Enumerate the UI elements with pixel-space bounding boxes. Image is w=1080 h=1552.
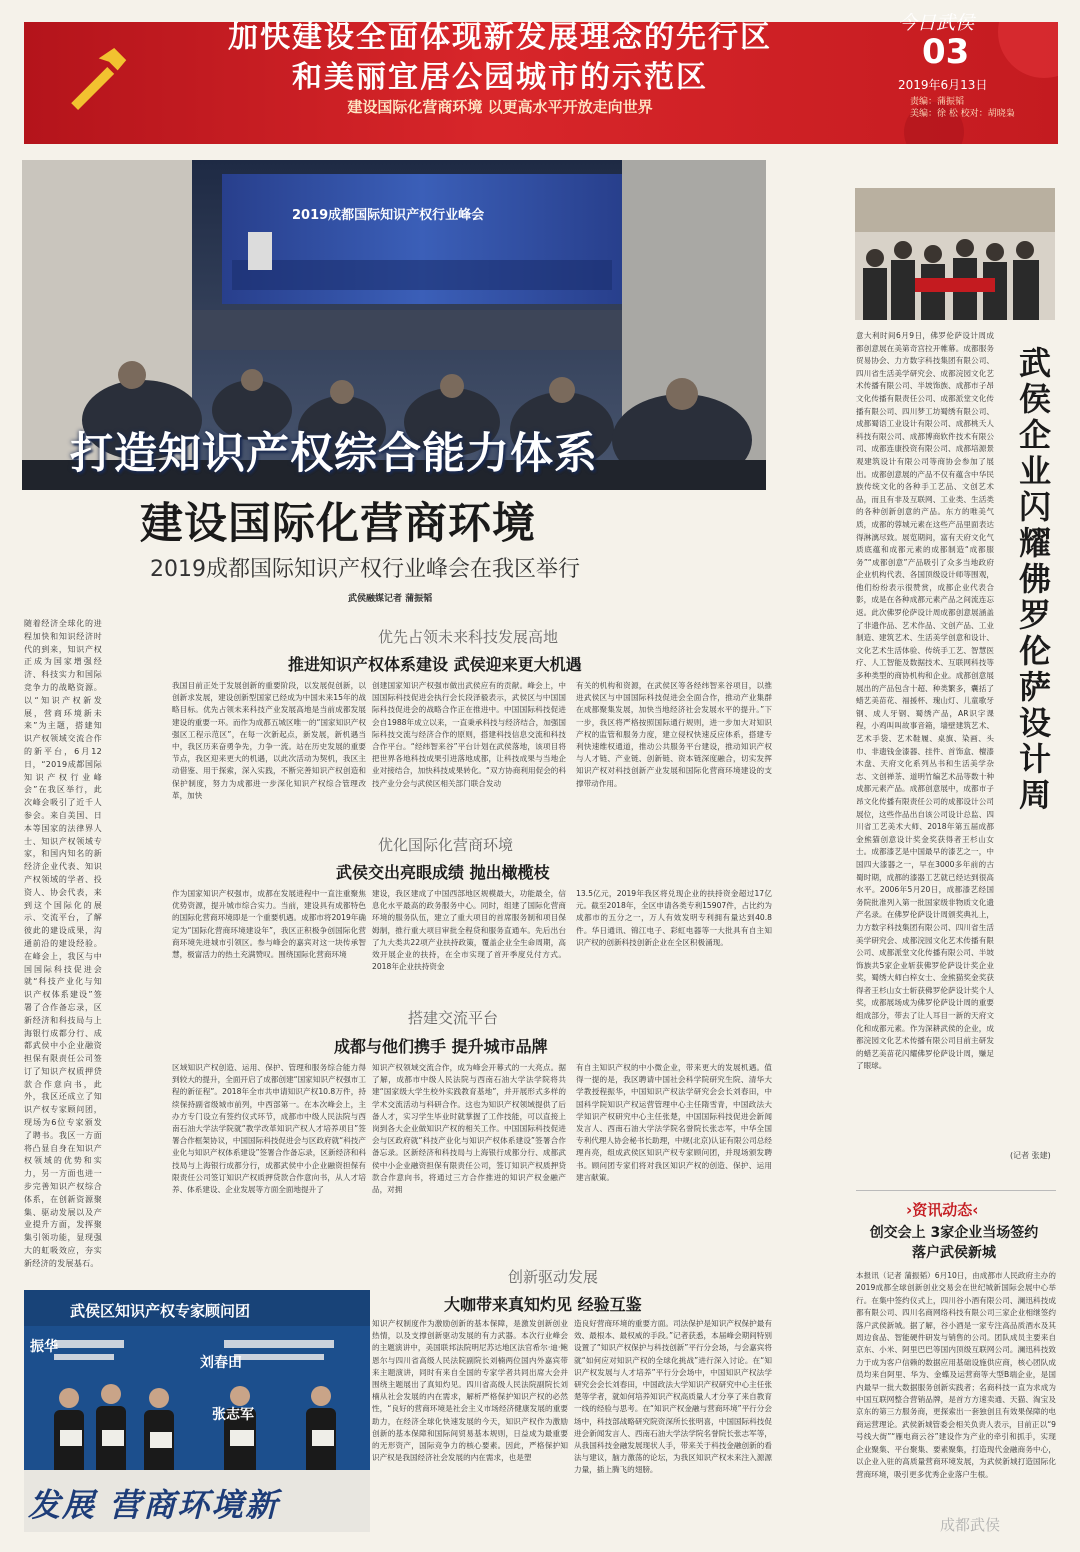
news-brief-body: 本报讯（记者 蒲振韬）6月10日，由成都市人民政府主办的2019成都全球创新创业交易会在世纪城新国际会展中心举行。在集中签约仪式上，四川谷小酒有限公司、澜迅科技成都有限公司、四川名商网络科技有限公司三家企业相继签约落户武侯新城。据了解，谷小酒是一家专注高品质酒水及其周边食品、智能硬件研发与销售的公司。团队成员主要来自京东、小米、阿里巴巴等国内顶级互联网公司。澜迅科技致力于成为客户信赖的数据应用基础设施供应商，核心团队成员均来自阿里、华为、金蝶及运营商等大型B端企业，是国内最早一批大数据服务创新实践者；名商科技一直为求成为中国互联网整合营销品牌，是首方方速卖通、天猫、淘宝及京东的第三方服务商，更探索出一套独创且有效果保障的电商运营理论。武侯新城管委会相关负责人表示，目前正以“9号线大街”“雁电商云谷”建设作为产业的牵引和抓手，实现企业聚集、平台聚集、要素聚集，打造现代金融商务中心，以企业入驻的高质量营商环境发展，为武侯新城打造国际化营商环境，吸引更多优秀企业落户生根。 (856, 1271, 1056, 1479)
lead-column: 随着经济全球化的进程加快和知识经济时代的到来，知识产权正成为国家增强经济、科技实力和国际竞争力的战略资源。以“知识产权新发展，营商环境新未来”为主题，搭建知识产权领域交流合作的新平台，6月12日，“2019成都国际知识产权行业峰会”在我区举行，此次峰会吸引了近千人参会。来自美国、日本等国家的法律界人士、知识产权领域专家，和国内知名的新经济企业代表、知识产权领域的学者、投资人、协会代表，来到这个国际化的展示、交流平台，了解彼此的建设成果，沟通前沿的建设经验。在峰会上，我区与中国国际科技促进会就“科技产业化与知识产权体系建设”签署了合作备忘录，区新经济和科技局与上海银行成都分行、成都武侯中小企业融资担保有限责任公司签订了知识产权质押贷款合作意向书，此外，我区还成立了知识产权专家顾问团，现场为6位专家颁发了聘书。我区一方面将凸显自身在知识产权领域的优势和实力，另一方面也进一步完善知识产权综合体系，在创新资源聚集、驱动发展以及产业提升方面，发挥聚集引领功能，显现强大的虹吸效应，夯实新经济的发展基石。 (24, 619, 102, 1268)
section3-heading: 成都与他们携手 提升城市品牌 (334, 1037, 548, 1056)
byline: 武侯融媒记者 蒲振韬 (348, 594, 433, 604)
designer-credit: 美编：徐 松 校对：胡晓枭 (910, 109, 1015, 119)
expert-name-2: 刘春田 (200, 1355, 242, 1371)
right-story-reporter: (记者 张建) (1010, 1151, 1051, 1160)
right-story-headline: 武侯企业闪耀佛罗伦萨设计周 (1014, 346, 1052, 814)
paper-name: 今日武侯 (898, 12, 975, 34)
publication-date: 2019年6月13日 (898, 78, 988, 92)
divider (856, 1190, 1056, 1191)
page-number: 03 (922, 32, 970, 72)
masthead-title-line2: 和美丽宜居公园城市的示范区 (292, 60, 708, 95)
chevron-right-icon: › (906, 1201, 913, 1219)
section4-kicker: 创新驱动发展 (508, 1268, 599, 1286)
florence-design-week-photo (855, 188, 1055, 320)
headline-line1: 打造知识产权综合能力体系 (70, 429, 598, 479)
section3-col1: 区域知识产权创造、运用、保护、管理和服务综合能力得到较大的提升，全面开启了成都创建“国家知识产权强市工程的新征程”。2018年全市共申请知识产权10.8万件，持续保持副省级城市前列，中西部第一。在本次峰会上，主办方专门设立有签约仪式环节，成都市中级人民法院与西南石油大学法学院就“教学改革知识产权人才培养项目”签署合作框架协议，中国国际科技促进会与区政府就“科技产业化与知识产权体系建设”签署合作备忘录，区新经济和科技局与上海银行成都分行，成都武侯中小企业融资担保有限责任公司签订知识产权质押贷款合作意向书，从人才培养、体系建设、企业发展等方面全面地提升了 (172, 1063, 366, 1195)
section3-col3: 有自主知识产权的中小微企业，带来更大的发展机遇。值得一提的是，我区聘请中国社会科学院研究生院、清华大学教授程振华，中国知识产权法学研究会会长刘春田，中国科学院知识产权运营管理中心主任隋雪青，中国政法大学知识产权研究中心主任张楚，中国国际科技促进会新闻发言人、西南石油大学法学院名誉院长张志军，中华全国专利代理人协会秘书长助理，中规(北京)认证有限公司总经理肖亮，组成武侯区知识产权专家顾问团，并现场颁发聘书。顾问团专家们将对我区知识产权的创造、保护、运用建言献策。 (576, 1063, 772, 1182)
section2-col1: 作为国家知识产权强市，成都在发展进程中一直注重聚焦优势资源，提升城市综合实力。当前，建设具有成都特色的国际化营商环境即是一个重要机遇。成都市将2019年确定为“国际化营商环境建设年”，我区正积极争创国际化营商环境先进城市引领区。参与峰会的嘉宾对这一块传承智慧，极富活力的热土充满赞叹。围绕国际化营商环境 (172, 889, 366, 960)
florence-photo-image (855, 188, 1055, 320)
expert-name-3: 张志军 (212, 1407, 254, 1423)
section3-col2: 知识产权领域交流合作，成为峰会开幕式的一大亮点。据了解，成都市中级人民法院与西南石油大学法学院将共建“国家级大学生校外实践教育基地”，并开展形式多样的学术交流活动与科研合作。这也为知识产权领域提供了后备人才，实习学生毕业时就掌握了工作技能，可以直接上岗到各大企业做知识产权的相关工作。中国国际科技促进会与区政府就“科技产业化与知识产权体系建设”签署合作备忘录。区新经济和科技局与上海银行成都分行、成都武侯中小企业融资担保有限责任公司，签订知识产权质押贷款合作意向书，将通过三方合作推进的知识产权金融产品，对拥 (372, 1063, 566, 1195)
masthead-title-line1: 加快建设全面体现新发展理念的先行区 (228, 20, 772, 55)
section1-col3: 有关的机构和资源，在武侯区等各经纬智来谷项目，以推进武侯区与中国国际科技促进会全面合作，推动产业集群在成都聚集发展，加快当地经济社会发展水平的提升。”下一步，我区将严格按照国际通行规则，进一步加大对知识产权的监管和服务力度，建立侵权快速反应体系，搭建专利快速维权通道，推动公共服务平台建设，推动知识产权与人才链、产业链、创新链、资本链深度融合，切实发挥知识产权对科技创新产业发展和国际化营商环境建设的支撑带动作用。 (576, 681, 772, 788)
news-brief-headline-line2: 落户武侯新城 (912, 1245, 996, 1261)
party-emblem-icon (54, 36, 140, 122)
section2-heading: 武侯交出亮眼成绩 抛出橄榄枝 (336, 863, 550, 882)
expert-panel-title: 武侯区知识产权专家顾问团 (70, 1302, 251, 1320)
section2-col3: 13.5亿元，2019年我区将兑现企业的扶持资金超过17亿元。截至2018年，全区申请各类专利15907件，占比约为成都市的五分之一，万人有效发明专利拥有量达到40.8件。华日通讯、锦江电子、彩虹电器等一大批具有自主知识产权的创新科技创新企业在全区积极涌现。 (576, 889, 772, 947)
watermark: 成都武侯 (940, 1516, 1001, 1534)
section2-kicker: 优化国际化营商环境 (378, 836, 514, 854)
section1-col1: 我国目前正处于发展创新的重要阶段，以发展促创新，以创新求发展，建设创新型国家已经成为中国未来15年的战略目标。优先占领未来科技产业发展高地是当前成都发展建设的重要一环。而作为成都五城区唯一的“国家知识产权强区工程示范区”，在每一次新起点，新发展，新机遇当中，我区历来奋勇争先，力争一流。站在历史发展的重要节点，我区迎来更大的机遇，以此次活动为契机，我区主动借鉴、用于探索，深入实践，不断完善知识产权创造和保护制度，努力为成都进一步深化知识产权综合管理改革，加快 (172, 681, 366, 800)
news-brief-label-text: 资讯动态 (912, 1201, 973, 1219)
section4-col2: 造良好营商环境的重要方面。司法保护是知识产权保护最有效、最根本、最权威的手段。”记者获悉，本届峰会期间特别设置了“知识产权保护与科技创新”平行分会场，与会嘉宾将就“如何应对知识产权的全球化挑战”进行深入讨论。在“知识产权发展与人才培养”平行分会场中，中国知识产权法学研究会会长刘春田，中国政法大学知识产权研究中心主任张楚等学者，就如何培养知识产权高质量人才分享了来自教育一线的经验与思考。在“知识产权金融与营商环境”平行分会场中，科技部战略研究院资深所长张明喜，中国国际科技促进会新闻发言人、西南石油大学法学院名誉院长张志军等，从我国科技金融发展现状人手，带来关于科技金融创新的看法与建议，脑力激荡的论坛，为我区知识产权未来注入源源力量，插上腾飞的翅膀。 (574, 1319, 772, 1475)
expert-name-1: 振华 (30, 1339, 58, 1355)
masthead-subtitle: 建设国际化营商环境 以更高水平开放走向世界 (347, 98, 653, 116)
editor-credit: 责编：蒲振韬 (910, 97, 965, 107)
subheadline: 2019成都国际知识产权行业峰会在我区举行 (150, 557, 580, 582)
headline-line2: 建设国际化营商环境 (140, 499, 536, 549)
right-story-body: 意大利时间6月9日，佛罗伦萨设计周成都创意展在美第奇宫拉开帷幕。成都服务贸易协会、力方数字科技集团有限公司、四川省生活美学研究会、成都浣园文化艺术传播有限公司、半坡饰族、成都市子昂文化传播有限责任公司、成都派堂文化传播有限公司、四川梦工坊蜀绣有限公司、成都蜀语工业设计有限公司、成都桃夭人科技有限公司、成都博商软件技术有限公司、成都连康投资有限公司、成都培源景观建筑设计有限公司等商协会参加了展出。成都创意展的产品不仅有蕴含中华民族传统文化的各种手工艺品、文创艺术品，而且有非及互联网、工业类、生活类的各种创新创意的产品。东方的唯美气质，成都的蓉城元素在这些产品里面表达得淋漓尽致。展览期间，富有天府文化气质底蕴和成都元素的成都制造“成都服务”“成都创意”产品吸引了众多当地政府企业机构代表、各国顶级设计师等围观，他们纷纷表示很赞赏，成都企业代表合影，成是在各种成都元素产品之间流连忘返。此次佛罗伦萨设计周成都创意展涵盖了非遗作品、艺术作品、文创产品、工业制造、建筑艺术、生活美学创意和设计、文化艺术生活体验、传统手工艺、智慧医疗、人工智能及数据技术、互联网科技等多种类型的商协机构和企业。成都创意展展出的产品包含十超、种类繁多，囊括了蜡艺美苗花、福援杯、瑰山灯、儿童歌牙钢、成人牙钢、蜀绣产品，AR识字课程，小鸡叫叫故事音箱，墙壁建筑艺术、艺术手袋、艺术鞋履、桌旗、染画、头巾、非遗钱金漆器、挂件、首饰盒、檀漆木盘、天府文化系列丛书和生活美学杂志、文创禅茶、道明竹编艺术品等数十种成都元素产品。成都创意展中，成都市子昂文化传播有限责任公司的成都设计公司展位，这些作品出自该公司设计总监、四川省工艺美术大师、2018年第五届成都金熊猫创意设计奖金奖获得者王杉山女士。成都漆艺是中国最早的漆艺之一，中国四大漆器之一，早在3000多年前的古蜀时期，成都的漆器工艺就已经达到很高水平。2006年5月20日，成都漆艺经国务院批准列入第一批国家级非物质文化遗产名录。在佛罗伦萨设计周颁奖典礼上，力方数字科技集团有限公司、四川省生活美学研究会、成都浣园文化艺术传播有限公司、成都派堂文化传播有限公司、半坡饰族共5家企业斩获佛罗伦萨设计奖企业奖，蜀绣大师白梓女士、金熊猫奖金奖获得者王杉山女士斩获佛罗伦萨设计奖个人奖，成都展场成为佛罗伦萨设计周的重要组成部分，带去了让人耳目一新的天府文化和成都元素。作为深耕武侯的企业，成都浣园文化艺术传播有限公司目前主研发的蜡艺美苗花闪耀佛罗伦萨设计周，赚足了眼球。 (856, 331, 994, 1071)
section4-col1: 知识产权制度作为激励创新的基本保障，是激发创新创业热情，以及支撑创新驱动发展的有力武器。本次行业峰会的主题演讲中，美国联邦法院明尼苏达地区法官希尔·迪·鲍恩尔与四川省高级人民法院副院长刘楠两位国内外嘉宾带来主题演讲，同时有来自全国的专家学者共同出席大会并围绕主题展出了真知灼见。四川省高级人民法院副院长刘楠从社会发展的内在需求，解析严格保护知识产权的必然性，“良好的营商环境是社会主义市场经济健康发展的重要助力，在经济全球化快速发展的今天，知识产权作为激励创新的基本保障和国际间贸易基本规则，日益成为最重要的无形资产，国际竞争力的核心要素。因此，严格保护知识产权是我国经济社会发展的内在需求，也是塑 (372, 1319, 568, 1463)
section1-kicker: 优先占领未来科技发展高地 (378, 628, 559, 646)
chevron-left-icon: ‹ (972, 1201, 979, 1219)
bottom-banner-text: 发展 营商环境新 (28, 1486, 280, 1524)
news-brief-label (906, 1199, 978, 1220)
section3-kicker: 搭建交流平台 (408, 1009, 499, 1027)
news-brief-headline-line1: 创交会上 3家企业当场签约 (869, 1225, 1039, 1241)
section4-heading: 大咖带来真知灼见 经验互鉴 (444, 1295, 642, 1314)
section1-col2: 创建国家知识产权强市做出武侯应有的贡献。峰会上，中国国际科技促进会执行会长段泽毅表示，武侯区与中国国际科技促进会的战略合作正在推进中。中国国际科技促进会自1988年成立以来，一直秉承科技与经济结合，加强国际科技交流与经济合作的原则，搭建科技信息交流和科技合作平台。“经纬智来谷”平台计划在武侯落地，该项目将把世界各地科技成果引进落地成都，让科技成果与当地企业对接结合，加快科技成果转化。“双方协商利用促会的科技产业分会与武侯区相关部门联合发动 (372, 681, 566, 788)
section2-col2: 建设，我区建成了中国西部地区规模最大，功能最全，信息化水平最高的政务服务中心。同时，组建了国际化营商环境的服务队伍，建立了重大项目的首席服务制和项目保姆制，推行重大项目审批全程贷和服务直通车。先后出台了九大类共22项产业扶持政策，覆盖企业全生命周期，高效开展企业的扶持，在全市实现了首开季度兑付方式。2018年企业扶持资金 (372, 889, 566, 972)
screen-banner-text: 2019成都国际知识产权行业峰会 (292, 208, 485, 223)
section1-heading: 推进知识产权体系建设 武侯迎来更大机遇 (288, 655, 582, 674)
